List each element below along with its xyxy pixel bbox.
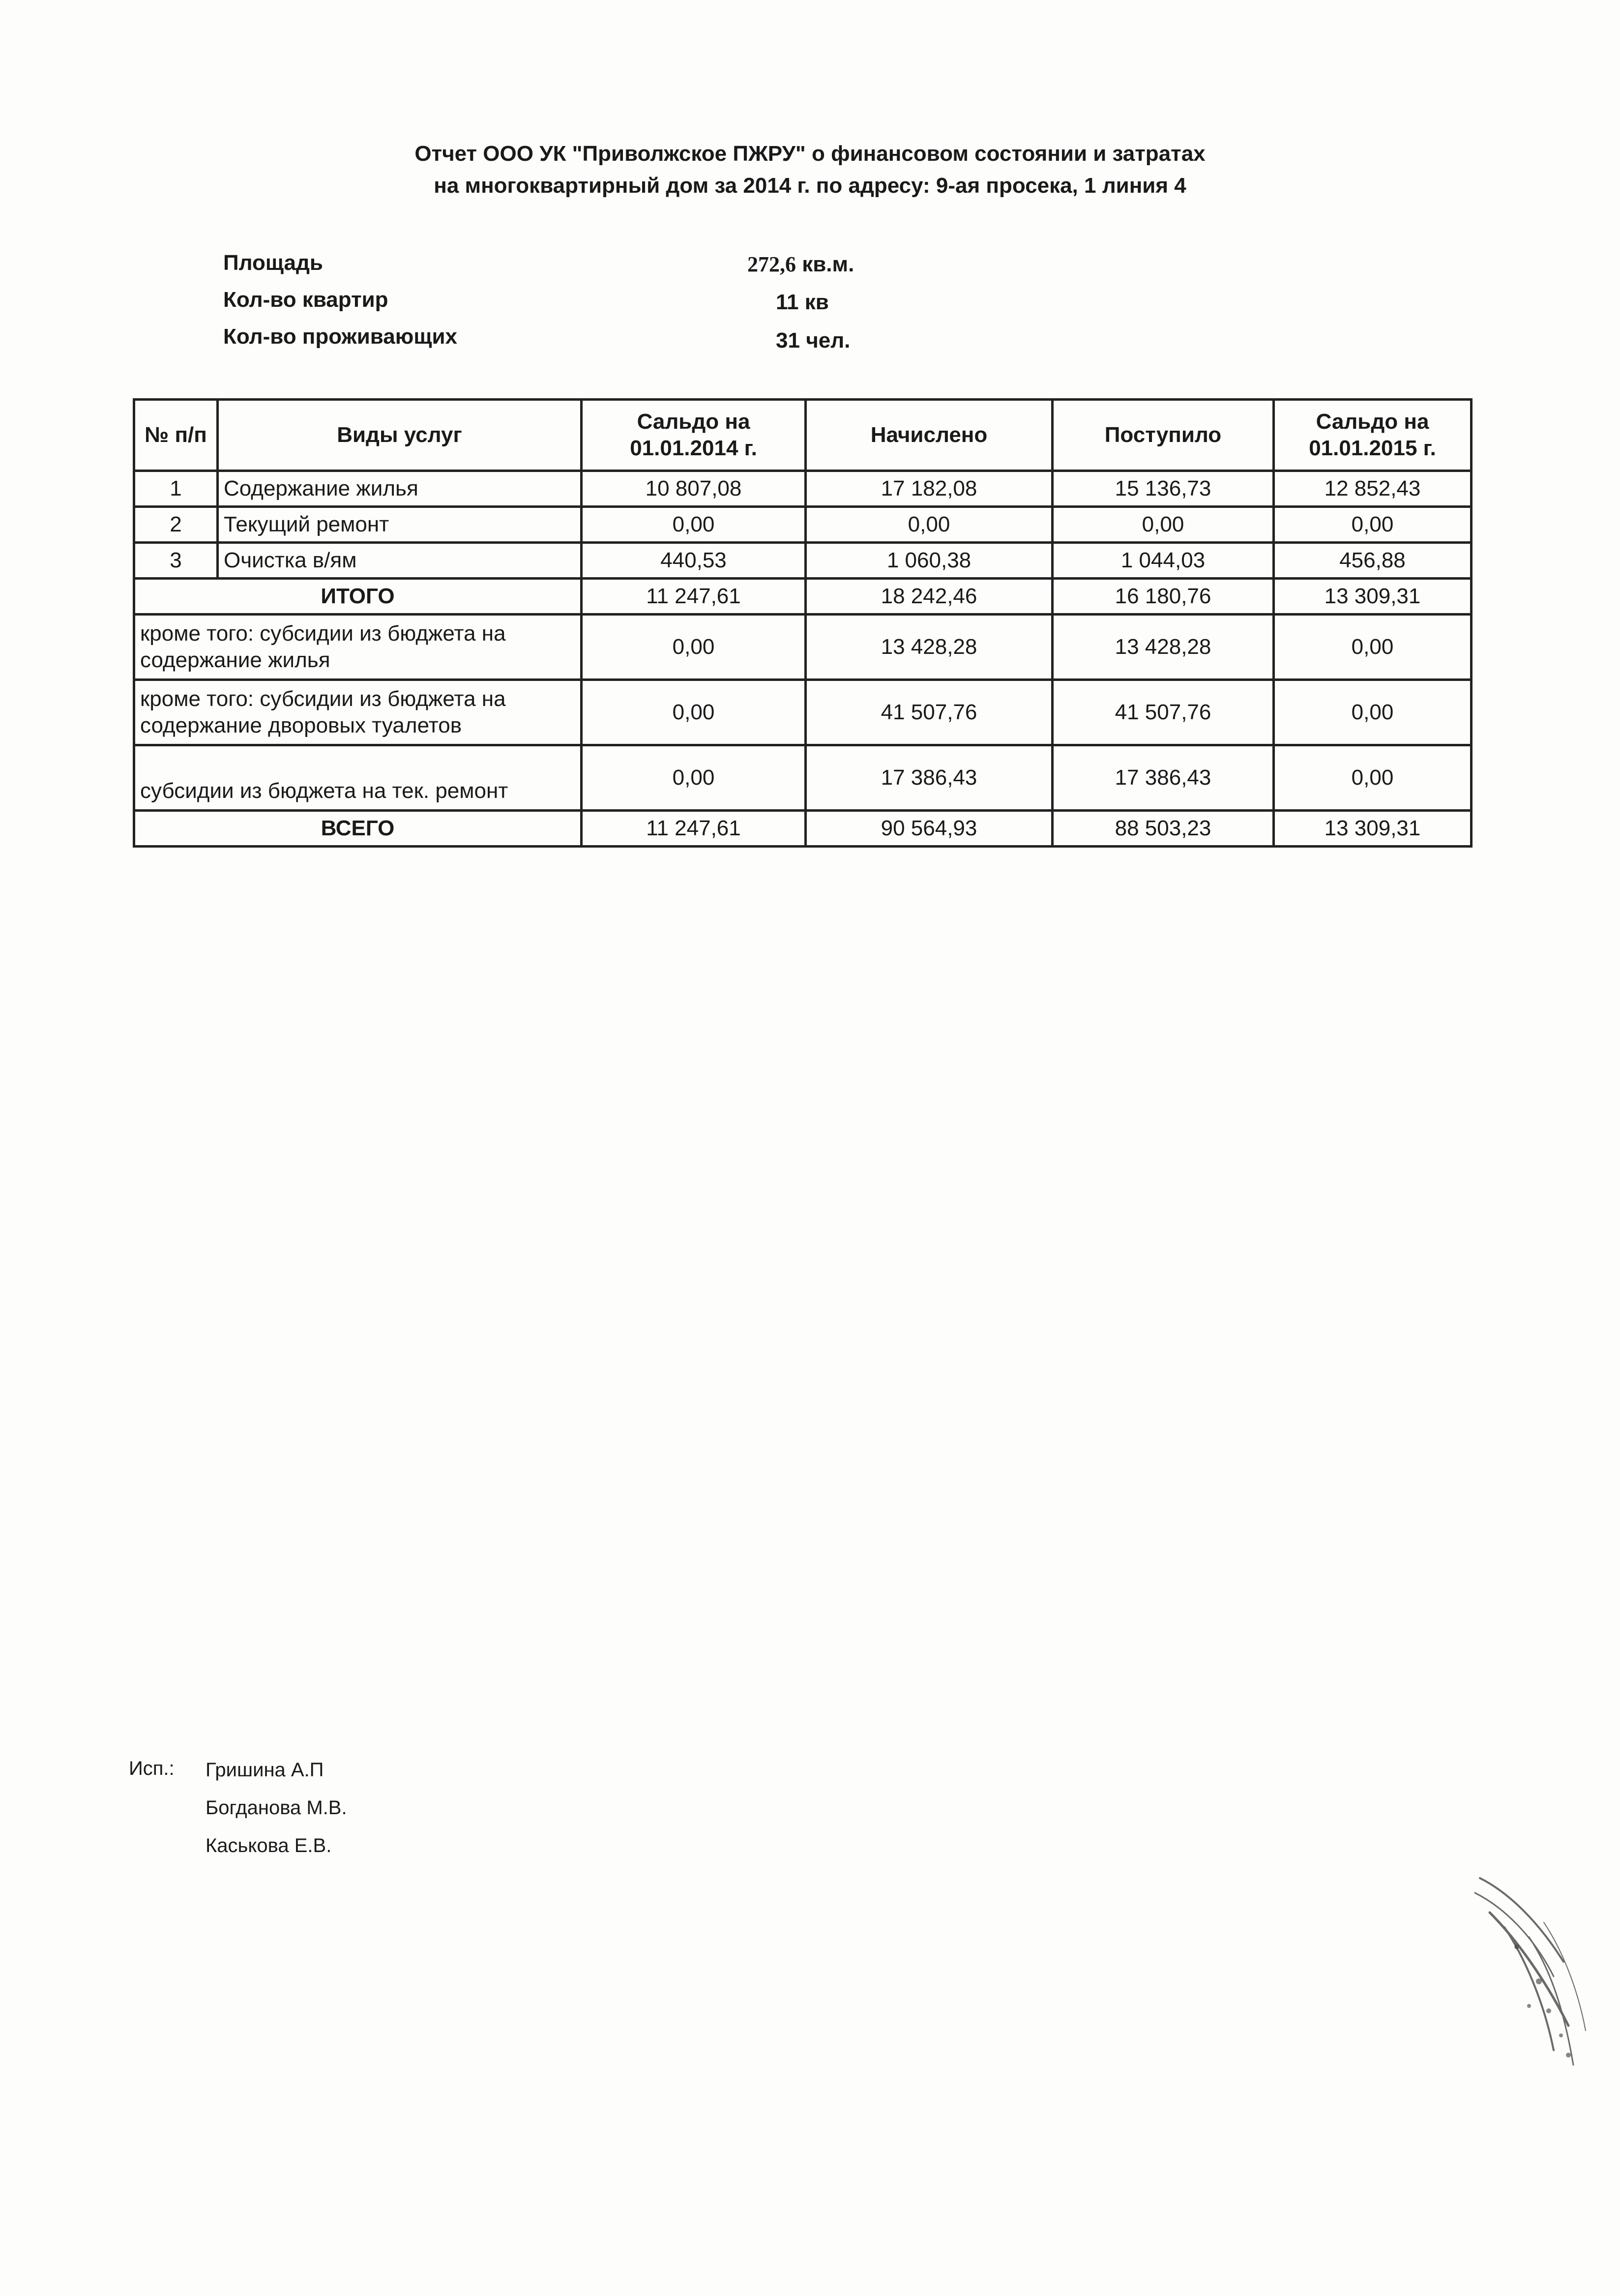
row-saldo-start: 440,53 [582,543,806,579]
subsidy-saldo-end: 0,00 [1274,615,1472,680]
subsidy-charged: 41 507,76 [806,680,1053,745]
residents-number: 31 [776,328,800,353]
grand-total-charged: 90 564,93 [806,811,1053,847]
total-charged: 18 242,46 [806,579,1053,615]
table-row [134,543,1472,579]
subsidy-saldo-end: 0,00 [1274,680,1472,745]
subsidy-saldo-start: 0,00 [582,680,806,745]
subsidy-name: кроме того: субсидии из бюджета на содержание жилья [134,615,582,680]
header-num: № п/п [134,400,218,471]
table-header-row [134,400,1472,471]
report-title-line2: на многоквартирный дом за 2014 г. по адресу: 9-ая просека, 1 линия 4 [434,174,1186,198]
signature-name: Каськова Е.В. [206,1835,332,1856]
subsidy-name: кроме того: субсидии из бюджета на содержание дворовых туалетов [134,680,582,745]
grand-total-received: 88 503,23 [1053,811,1274,847]
row-charged: 0,00 [806,507,1053,543]
row-charged: 17 182,08 [806,471,1053,507]
total-label: ИТОГО [134,579,582,615]
header-saldo-start: Сальдо на 01.01.2014 г. [582,400,806,471]
subsidy-saldo-end: 0,00 [1274,745,1472,811]
row-num: 2 [134,507,218,543]
row-saldo-start: 10 807,08 [582,471,806,507]
row-saldo-start: 0,00 [582,507,806,543]
subsidy-charged: 13 428,28 [806,615,1053,680]
grand-total-saldo-end: 13 309,31 [1274,811,1472,847]
row-received: 0,00 [1053,507,1274,543]
residents-unit: чел. [806,328,851,353]
apartments-unit: кв [804,290,829,314]
row-saldo-end: 456,88 [1274,543,1472,579]
subsidy-row [134,615,1472,680]
report-table [133,398,1473,848]
total-saldo-start: 11 247,61 [582,579,806,615]
subsidy-saldo-start: 0,00 [582,615,806,680]
subsidy-charged: 17 386,43 [806,745,1053,811]
area-label: Площадь [223,251,323,275]
subsidy-received: 41 507,76 [1053,680,1274,745]
row-service: Текущий ремонт [218,507,582,543]
signatures-label: Исп.: [129,1758,175,1779]
row-saldo-end: 12 852,43 [1274,471,1472,507]
report-title-line1: Отчет ООО УК "Приволжское ПЖРУ" о финансовом состоянии и затратах [414,142,1206,166]
header-charged: Начислено [806,400,1053,471]
total-row [134,579,1472,615]
subsidy-row [134,745,1472,811]
header-service: Виды услуг [218,400,582,471]
signature-name: Гришина А.П [206,1759,324,1781]
total-received: 16 180,76 [1053,579,1274,615]
report-title [0,138,1620,202]
row-service: Содержание жилья [218,471,582,507]
table-row [134,471,1472,507]
subsidy-received: 13 428,28 [1053,615,1274,680]
residents-value [776,328,850,353]
grand-total-label: ВСЕГО [134,811,582,847]
scan-smudge-decoration [1470,1863,1598,2080]
grand-total-row [134,811,1472,847]
row-service: Очистка в/ям [218,543,582,579]
apartments-number: 11 [776,290,799,314]
row-num: 3 [134,543,218,579]
area-number: 272,6 [747,252,796,276]
table-row [134,507,1472,543]
header-received: Поступило [1053,400,1274,471]
apartments-label: Кол-во квартир [223,288,388,312]
row-received: 1 044,03 [1053,543,1274,579]
apartments-value [776,290,829,315]
grand-total-saldo-start: 11 247,61 [582,811,806,847]
row-num: 1 [134,471,218,507]
row-saldo-end: 0,00 [1274,507,1472,543]
header-saldo-end: Сальдо на 01.01.2015 г. [1274,400,1472,471]
area-unit: кв.м. [802,252,854,276]
residents-label: Кол-во проживающих [223,324,457,349]
total-saldo-end: 13 309,31 [1274,579,1472,615]
row-received: 15 136,73 [1053,471,1274,507]
subsidy-row [134,680,1472,745]
subsidy-saldo-start: 0,00 [582,745,806,811]
subsidy-received: 17 386,43 [1053,745,1274,811]
row-charged: 1 060,38 [806,543,1053,579]
area-value [747,252,854,277]
signature-name: Богданова М.В. [206,1797,347,1819]
subsidy-name: субсидии из бюджета на тек. ремонт [134,745,582,811]
